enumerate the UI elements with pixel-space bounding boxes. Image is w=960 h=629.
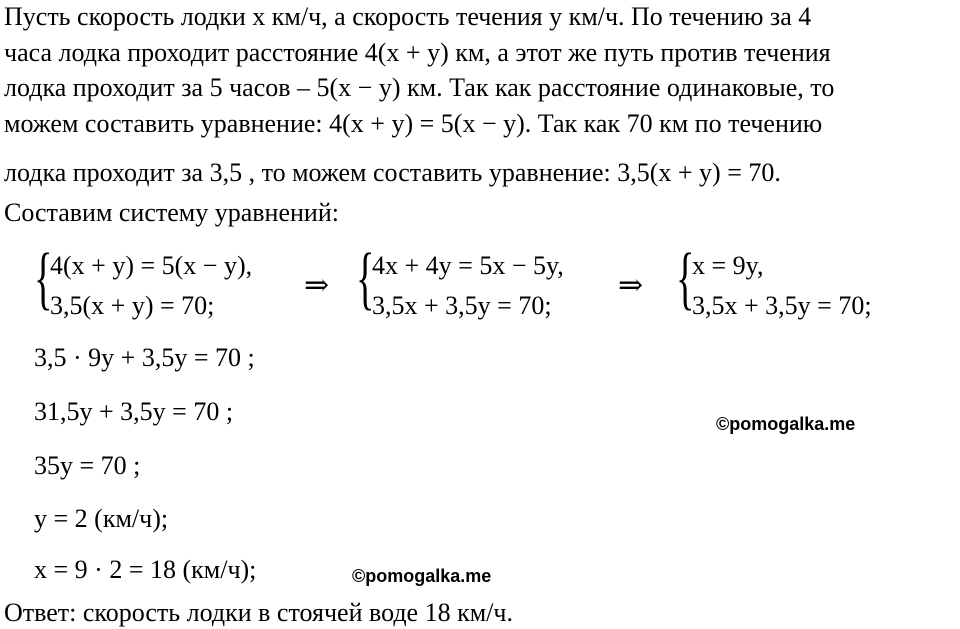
step-2: 31,5y + 3,5y = 70 ; bbox=[34, 397, 234, 426]
text-line-6: Составим систему уравнений: bbox=[4, 198, 339, 227]
implies-arrow-2: ⇒ bbox=[618, 269, 644, 302]
text-line-4: можем составить уравнение: 4(x + y) = 5(x − y). Так как 70 км по течению bbox=[4, 109, 823, 138]
text-line-3: лодка проходит за 5 часов – 5(x − y) км. Так как расстояние одинаковые, то bbox=[4, 73, 835, 102]
system-2-equation-2: 3,5x + 3,5y = 70; bbox=[372, 291, 552, 320]
system-3-equation-1: x = 9y, bbox=[692, 251, 764, 280]
text-line-2: часа лодка проходит расстояние 4(x + y) км, а этот же путь против течения bbox=[4, 38, 831, 67]
watermark-1: ©pomogalka.me bbox=[716, 414, 856, 434]
system-1-equation-1: 4(x + y) = 5(x − y), bbox=[50, 251, 253, 280]
answer-line: Ответ: скорость лодки в стоячей воде 18 км/ч. bbox=[4, 598, 513, 627]
text-line-1: Пусть скорость лодки x км/ч, а скорость течения y км/ч. По течению за 4 bbox=[4, 2, 812, 31]
step-4: y = 2 (км/ч); bbox=[34, 504, 169, 533]
watermark-2: ©pomogalka.me bbox=[352, 566, 492, 586]
system-1-equation-2: 3,5(x + y) = 70; bbox=[50, 291, 215, 320]
system-3-equation-2: 3,5x + 3,5y = 70; bbox=[692, 291, 872, 320]
step-5: x = 9 · 2 = 18 (км/ч); bbox=[34, 555, 257, 584]
text-line-5: лодка проходит за 3,5 , то можем составить уравнение: 3,5(x + y) = 70. bbox=[4, 158, 781, 187]
step-3: 35y = 70 ; bbox=[34, 451, 141, 480]
implies-arrow-1: ⇒ bbox=[304, 269, 330, 302]
step-1: 3,5 · 9y + 3,5y = 70 ; bbox=[34, 343, 255, 372]
system-1-brace: { bbox=[34, 240, 53, 317]
system-3-brace: { bbox=[676, 240, 695, 317]
system-2-brace: { bbox=[356, 240, 375, 317]
system-2-equation-1: 4x + 4y = 5x − 5y, bbox=[372, 251, 564, 280]
